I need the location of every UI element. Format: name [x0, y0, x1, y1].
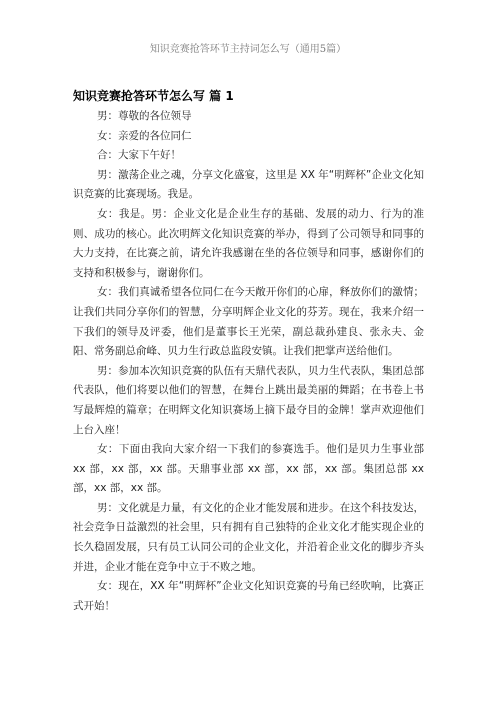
paragraph: 女：我们真诚希望各位同仁在今天敞开你们的心扉，释放你们的激情；让我们共同分享你们的智慧，分享明辉企业文化的芬芳。现在，我来介绍一下我们的领导及评委，他们是董事长王光荣，副总裁孙建良、张永夫、金阳、常务副总俞峰、贝力生行政总监段安镇。让我们把掌声送给他们。: [73, 286, 424, 358]
document-header: 知识竞赛抢答环节主持词怎么写（通用5篇）: [149, 44, 347, 55]
paragraph: 男：参加本次知识竞赛的队伍有天鼎代表队，贝力生代表队，集团总部代表队，他们将要以他们的智慧，在舞台上跳出最美丽的舞蹈；在书卷上书写最辉煌的篇章；在明辉文化知识赛场上摘下最夺目的金牌！掌声欢迎他们上台入座！: [73, 364, 424, 436]
document-body: [73, 107, 424, 616]
paragraph: 女：亲爱的各位同仁: [97, 129, 192, 142]
paragraph: 男：尊敬的各位领导: [97, 110, 192, 122]
paragraph: 男：文化就是力量，有文化的企业才能发展和进步。在这个科技发达，社会竞争日益激烈的社会里，只有拥有自己独特的企业文化才能实现企业的长久稳固发展，只有员工认同公司的企业文化，并沿着企业文化的脚步齐头并进，企业才能在竞争中立于不败之地。: [73, 501, 424, 573]
paragraph: 女：现在，XX 年“明辉杯”企业文化知识竞赛的号角已经吹响，比赛正式开始！: [73, 580, 424, 612]
paragraph: 合：大家下午好！: [97, 149, 181, 162]
paragraph: 女：下面由我向大家介绍一下我们的参赛选手。他们是贝力生事业部 xx 部，xx 部，xx 部。天鼎事业部 xx 部，xx 部，xx 部。集团总部 xx 部，xx 部，xx 部。: [73, 443, 424, 495]
paragraph: 男：激荡企业之魂，分享文化盛宴，这里是 XX 年“明辉杯”企业文化知识竞赛的比赛现场。我是。: [73, 168, 424, 201]
section-title: 知识竞赛抢答环节怎么写 篇 1: [73, 89, 234, 103]
paragraph: 女：我是。男：企业文化是企业生存的基础、发展的动力、行为的准则、成功的核心。此次明辉文化知识竞赛的举办，得到了公司领导和同事的大力支持，在比赛之前，请允许我感谢在坐的各位领导和同事，感谢你们的支持和积极参与，谢谢你们。: [73, 207, 424, 279]
